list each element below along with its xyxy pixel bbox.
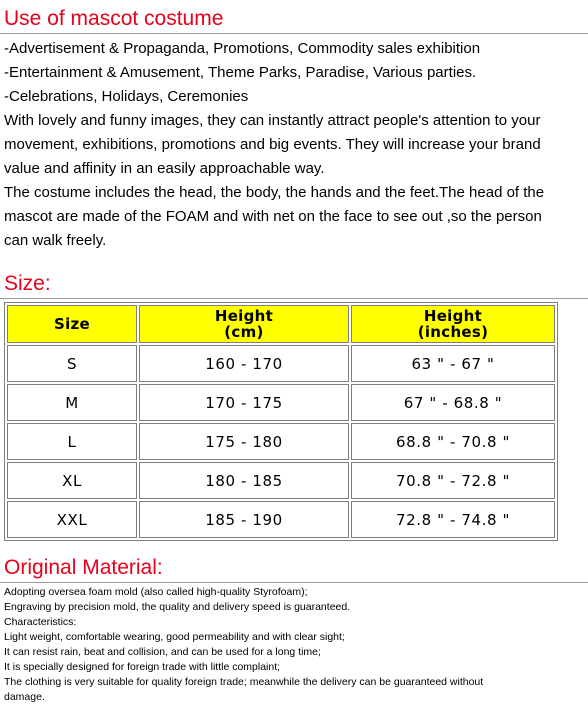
usage-description [4, 37, 584, 253]
usage-line: -Entertainment & Amusement, Theme Parks, Paradise, Various parties. [4, 64, 477, 81]
cell-height-inches: 68.8 " - 70.8 " [351, 423, 555, 460]
cell-height-inches: 70.8 " - 72.8 " [351, 462, 555, 499]
material-description [4, 585, 584, 705]
cell-height-inches: 67 " - 68.8 " [351, 384, 555, 421]
cell-height-inches: 72.8 " - 74.8 " [351, 501, 555, 538]
usage-line: can walk freely. [4, 232, 107, 249]
cell-size: L [7, 423, 137, 460]
material-divider [0, 582, 588, 583]
table-row [7, 384, 555, 421]
material-line: It is specially designed for foreign trade with little complaint; [4, 661, 281, 673]
usage-line: value and affinity in an easily approachable way. [4, 160, 325, 177]
usage-line: mascot are made of the FOAM and with net on the face to see out ,so the person [4, 208, 542, 225]
cell-size: M [7, 384, 137, 421]
usage-divider [0, 33, 588, 34]
header-height-inches: Height (inches) [351, 305, 555, 343]
material-title: Original Material: [4, 556, 163, 579]
usage-line: -Advertisement & Propaganda, Promotions, Commodity sales exhibition [4, 40, 481, 57]
table-row [7, 345, 555, 382]
cell-height-cm: 175 - 180 [139, 423, 349, 460]
material-line: damage. [4, 691, 45, 703]
cell-height-cm: 170 - 175 [139, 384, 349, 421]
usage-title: Use of mascot costume [4, 7, 224, 30]
usage-line: movement, exhibitions, promotions and big events. They will increase your brand [4, 136, 541, 153]
size-title: Size: [4, 272, 51, 295]
size-divider [0, 298, 588, 299]
header-height-cm: Height (cm) [139, 305, 349, 343]
material-line: Adopting oversea foam mold (also called high-quality Styrofoam); [4, 586, 308, 598]
usage-line: With lovely and funny images, they can instantly attract people's attention to your [4, 112, 541, 129]
table-row [7, 462, 555, 499]
material-line: The clothing is very suitable for quality foreign trade; meanwhile the delivery can be guaranteed without [4, 676, 484, 688]
usage-line: -Celebrations, Holidays, Ceremonies [4, 88, 249, 105]
material-line: Engraving by precision mold, the quality and delivery speed is guaranteed. [4, 601, 351, 613]
usage-line: The costume includes the head, the body, the hands and the feet.The head of the [4, 184, 545, 201]
material-line: It can resist rain, beat and collision, and can be used for a long time; [4, 646, 321, 658]
cell-height-cm: 160 - 170 [139, 345, 349, 382]
header-size: Size [7, 305, 137, 343]
size-table-header-row [7, 305, 555, 343]
material-line: Characteristics: [4, 616, 77, 628]
table-row [7, 423, 555, 460]
cell-height-cm: 180 - 185 [139, 462, 349, 499]
cell-size: XXL [7, 501, 137, 538]
size-table [4, 302, 558, 541]
table-row [7, 501, 555, 538]
material-line: Light weight, comfortable wearing, good permeability and with clear sight; [4, 631, 345, 643]
cell-size: XL [7, 462, 137, 499]
cell-height-inches: 63 " - 67 " [351, 345, 555, 382]
cell-size: S [7, 345, 137, 382]
cell-height-cm: 185 - 190 [139, 501, 349, 538]
